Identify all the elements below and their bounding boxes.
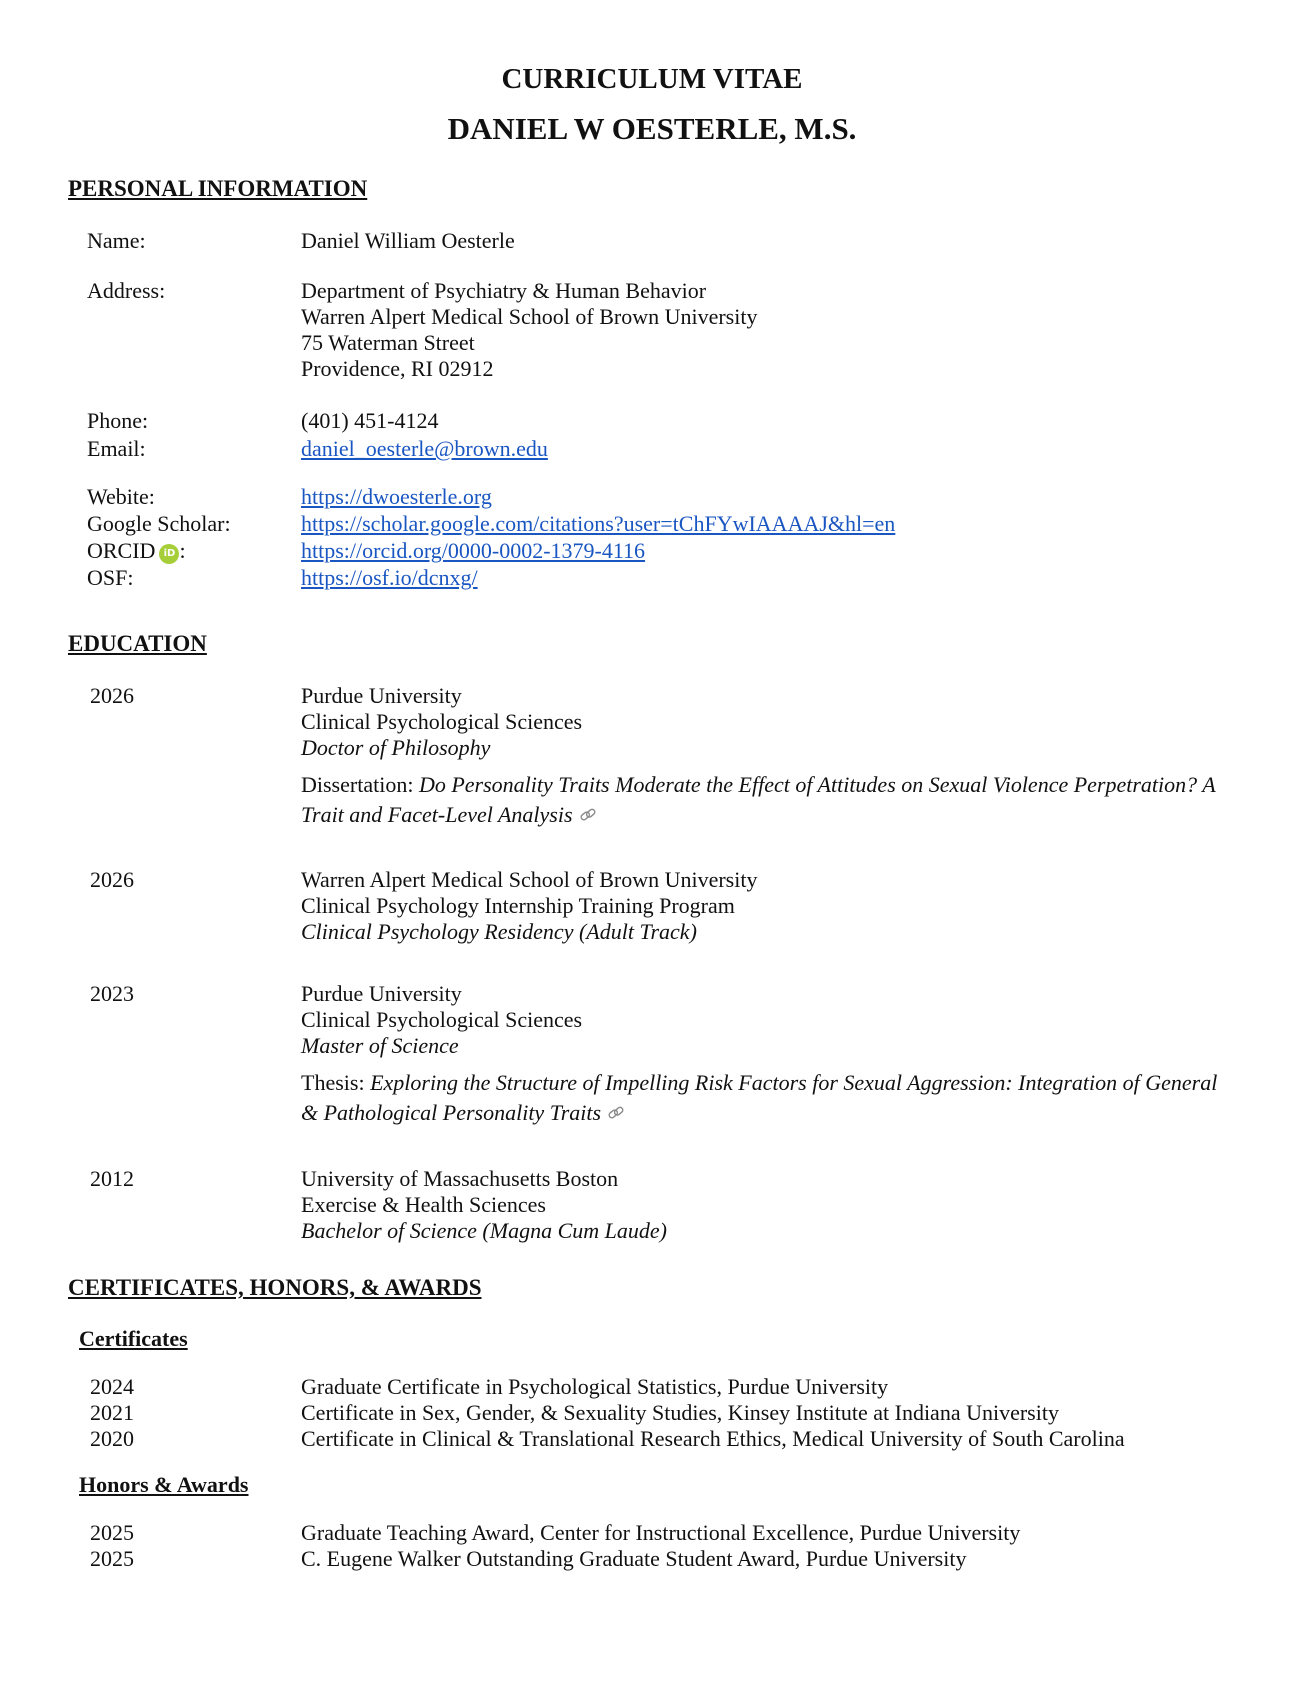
- website-link[interactable]: https://dwoesterle.org: [301, 484, 492, 509]
- certificate-year: 2024: [90, 1374, 134, 1399]
- certificate-item: Graduate Certificate in Psychological Statistics, Purdue University: [301, 1374, 889, 1399]
- website-label: Webite:: [87, 484, 155, 509]
- orcid-label: ORCID: [87, 538, 156, 563]
- name-value: Daniel William Oesterle: [301, 228, 515, 253]
- education-entry: [301, 867, 757, 945]
- education-entry: [301, 683, 582, 761]
- section-heading-personal: PERSONAL INFORMATION: [68, 176, 368, 201]
- honors-list: [301, 1520, 1020, 1572]
- education-degree: Doctor of Philosophy: [301, 735, 491, 760]
- subheading-certificates: Certificates: [79, 1326, 188, 1351]
- address-label: Address:: [87, 278, 166, 303]
- education-program: Clinical Psychological Sciences: [301, 1007, 583, 1032]
- google-scholar-label: Google Scholar:: [87, 511, 231, 536]
- education-degree: Clinical Psychology Residency (Adult Track): [301, 919, 697, 944]
- certificate-year: 2020: [90, 1426, 134, 1451]
- education-year: 2012: [90, 1166, 134, 1191]
- education-entry: [301, 1166, 667, 1244]
- osf-label: OSF:: [87, 565, 134, 590]
- thesis-title: Exploring the Structure of Impelling Risk Factors for Sexual Aggression: Integration of General & Pathological Personality Traits: [301, 1070, 1218, 1125]
- education-year: 2026: [90, 683, 134, 708]
- education-institution: Purdue University: [301, 683, 462, 708]
- osf-link[interactable]: https://osf.io/dcnxg/: [301, 565, 478, 590]
- link-icon[interactable]: [579, 806, 597, 824]
- education-year: 2026: [90, 867, 134, 892]
- certificate-item: Certificate in Sex, Gender, & Sexuality Studies, Kinsey Institute at Indiana University: [301, 1400, 1059, 1425]
- name-label: Name:: [87, 228, 146, 253]
- address-line: Department of Psychiatry & Human Behavior: [301, 278, 707, 303]
- education-institution: Purdue University: [301, 981, 462, 1006]
- orcid-label-row: [87, 538, 186, 564]
- orcid-colon: :: [179, 538, 186, 563]
- dissertation-label: Dissertation:: [301, 772, 414, 797]
- orcid-icon: iD: [159, 544, 179, 564]
- address-block: [301, 278, 757, 382]
- thesis-note: [301, 1068, 1221, 1128]
- certificates-list: [301, 1374, 1125, 1452]
- education-institution: University of Massachusetts Boston: [301, 1166, 619, 1191]
- honor-year: 2025: [90, 1520, 134, 1545]
- honors-years: [90, 1520, 134, 1572]
- address-line: Warren Alpert Medical School of Brown University: [301, 304, 758, 329]
- education-year: 2023: [90, 981, 134, 1006]
- honor-item: C. Eugene Walker Outstanding Graduate Student Award, Purdue University: [301, 1546, 967, 1571]
- education-institution: Warren Alpert Medical School of Brown University: [301, 867, 758, 892]
- dissertation-note: [301, 770, 1221, 830]
- education-degree: Bachelor of Science (Magna Cum Laude): [301, 1218, 667, 1243]
- document-title: CURRICULUM VITAE: [501, 63, 803, 95]
- education-program: Clinical Psychology Internship Training Program: [301, 893, 735, 918]
- education-degree: Master of Science: [301, 1033, 459, 1058]
- orcid-link[interactable]: https://orcid.org/0000-0002-1379-4116: [301, 538, 646, 563]
- section-heading-awards: CERTIFICATES, HONORS, & AWARDS: [68, 1275, 482, 1300]
- address-line: 75 Waterman Street: [301, 330, 475, 355]
- phone-value: (401) 451-4124: [301, 408, 439, 433]
- link-icon[interactable]: [607, 1104, 625, 1122]
- honor-year: 2025: [90, 1546, 134, 1571]
- honor-item: Graduate Teaching Award, Center for Instructional Excellence, Purdue University: [301, 1520, 1021, 1545]
- certificates-years: [90, 1374, 134, 1452]
- person-name-heading: DANIEL W OESTERLE, M.S.: [447, 111, 857, 146]
- education-program: Clinical Psychological Sciences: [301, 709, 583, 734]
- phone-label: Phone:: [87, 408, 149, 433]
- certificate-year: 2021: [90, 1400, 134, 1425]
- address-line: Providence, RI 02912: [301, 356, 494, 381]
- education-program: Exercise & Health Sciences: [301, 1192, 546, 1217]
- certificate-item: Certificate in Clinical & Translational Research Ethics, Medical University of South Carolina: [301, 1426, 1125, 1451]
- dissertation-title: Do Personality Traits Moderate the Effect of Attitudes on Sexual Violence Perpetration? A Trait and Facet-Level Analysis: [301, 772, 1216, 827]
- thesis-label: Thesis:: [301, 1070, 365, 1095]
- subheading-honors: Honors & Awards: [79, 1472, 249, 1497]
- section-heading-education: EDUCATION: [68, 631, 207, 656]
- google-scholar-link[interactable]: https://scholar.google.com/citations?user=tChFYwIAAAAJ&hl=en: [301, 511, 896, 536]
- education-entry: [301, 981, 582, 1059]
- email-link[interactable]: daniel_oesterle@brown.edu: [301, 436, 548, 461]
- email-label: Email:: [87, 436, 146, 461]
